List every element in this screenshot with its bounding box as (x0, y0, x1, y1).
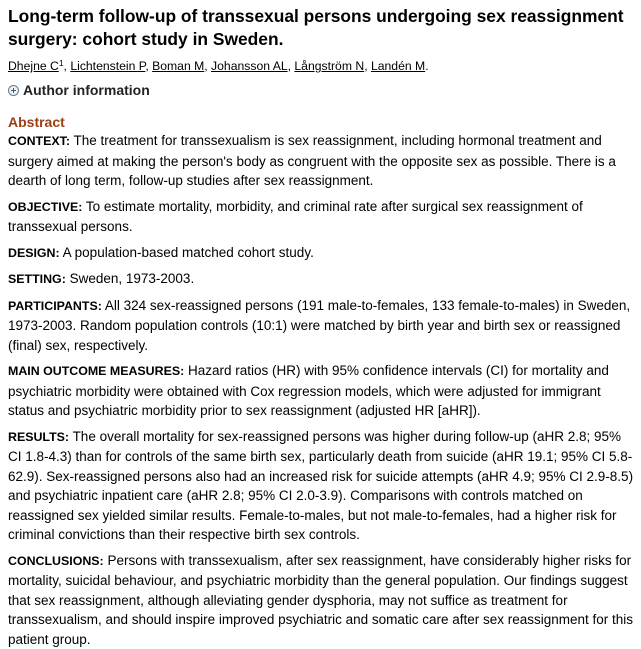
section-label: CONCLUSIONS: (8, 554, 104, 568)
abstract-section-setting (8, 269, 635, 290)
abstract-section-conclusions (8, 551, 635, 649)
abstract-sections (8, 131, 635, 649)
author-information-label: Author information (23, 82, 150, 98)
plus-circle-icon[interactable] (8, 85, 19, 96)
abstract-section-participants (8, 296, 635, 356)
abstract-section-design (8, 243, 635, 264)
section-text: Sweden, 1973-2003. (70, 271, 195, 286)
section-label: DESIGN: (8, 246, 60, 260)
section-label: OBJECTIVE: (8, 200, 82, 214)
section-label: RESULTS: (8, 430, 69, 444)
section-text: All 324 sex-reassigned persons (191 male-to-females, 133 female-to-males) in Sweden, 1973-2003. Random population controls (10:1) were matched by birth year and birth sex or reassigned (final) sex, respectively. (8, 298, 630, 353)
abstract-section-main-outcome-measures (8, 361, 635, 421)
author-link[interactable]: Landén M (371, 59, 425, 73)
author-list: Dhejne $C^1$, Lichtenstein P, Boman M, Johansson AL, Långström N, Landén M. (8, 58, 635, 74)
section-text: Persons with transsexualism, after sex reassignment, have considerably higher risks for mortality, suicidal behaviour, and psychiatric morbidity than the general population. Our findings suggest that sex reassignment, although alleviating gender dysphoria, may not suffice as treatment for transsexualism, and should inspire improved psychiatric and somatic care after sex reassignment for this patient group. (8, 553, 633, 647)
abstract-heading: Abstract (8, 114, 635, 131)
section-label: CONTEXT: (8, 134, 70, 148)
section-label: MAIN OUTCOME MEASURES: (8, 364, 184, 378)
section-text: The treatment for transsexualism is sex reassignment, including hormonal treatment and surgery aimed at making the person's body as congruent with the opposite sex as possible. There is a dearth of long term, follow-up studies after sex reassignment. (8, 133, 616, 188)
author-information-toggle[interactable] (8, 81, 635, 99)
author-link[interactable]: Långström N (294, 59, 364, 73)
section-text: The overall mortality for sex-reassigned persons was higher during follow-up (aHR 2.8; 95% CI 1.8-4.3) than for controls of the same birth sex, particularly death from suicide (aHR 19.1; 95% CI 5.8-62.9). Sex-reassigned persons also had an increased risk for suicide attempts (aHR 4.9; 95% CI 2.9-8.5) and psychiatric inpatient care (aHR 2.8; 95% CI 2.0-3.9). Comparisons with controls matched on reassigned sex yielded similar results. Female-to-males, but not male-to-females, had a higher risk for criminal convictions than their respective birth sex controls. (8, 429, 633, 543)
author-link[interactable]: Dhejne C (8, 59, 59, 73)
section-text: A population-based matched cohort study. (63, 245, 314, 260)
section-label: PARTICIPANTS: (8, 299, 102, 313)
article-title: Long-term follow-up of transsexual persons undergoing sex reassignment surgery: cohort study in Sweden. (8, 5, 635, 51)
abstract-section-context (8, 131, 635, 191)
abstract-section-results (8, 427, 635, 545)
author-link[interactable]: Boman M (152, 59, 204, 73)
abstract-section-objective (8, 197, 635, 237)
author-link[interactable]: Lichtenstein P (70, 59, 145, 73)
section-label: SETTING: (8, 272, 66, 286)
affiliation-sup: 1 (59, 58, 64, 68)
author-link[interactable]: Johansson AL (211, 59, 288, 73)
section-text: Hazard ratios (HR) with 95% confidence intervals (CI) for mortality and psychiatric morbidity were obtained with Cox regression models, which were adjusted for immigrant status and psychiatric morbidity prior to sex reassignment (adjusted HR [aHR]). (8, 363, 609, 418)
section-text: To estimate mortality, morbidity, and criminal rate after surgical sex reassignment of transsexual persons. (8, 199, 583, 235)
